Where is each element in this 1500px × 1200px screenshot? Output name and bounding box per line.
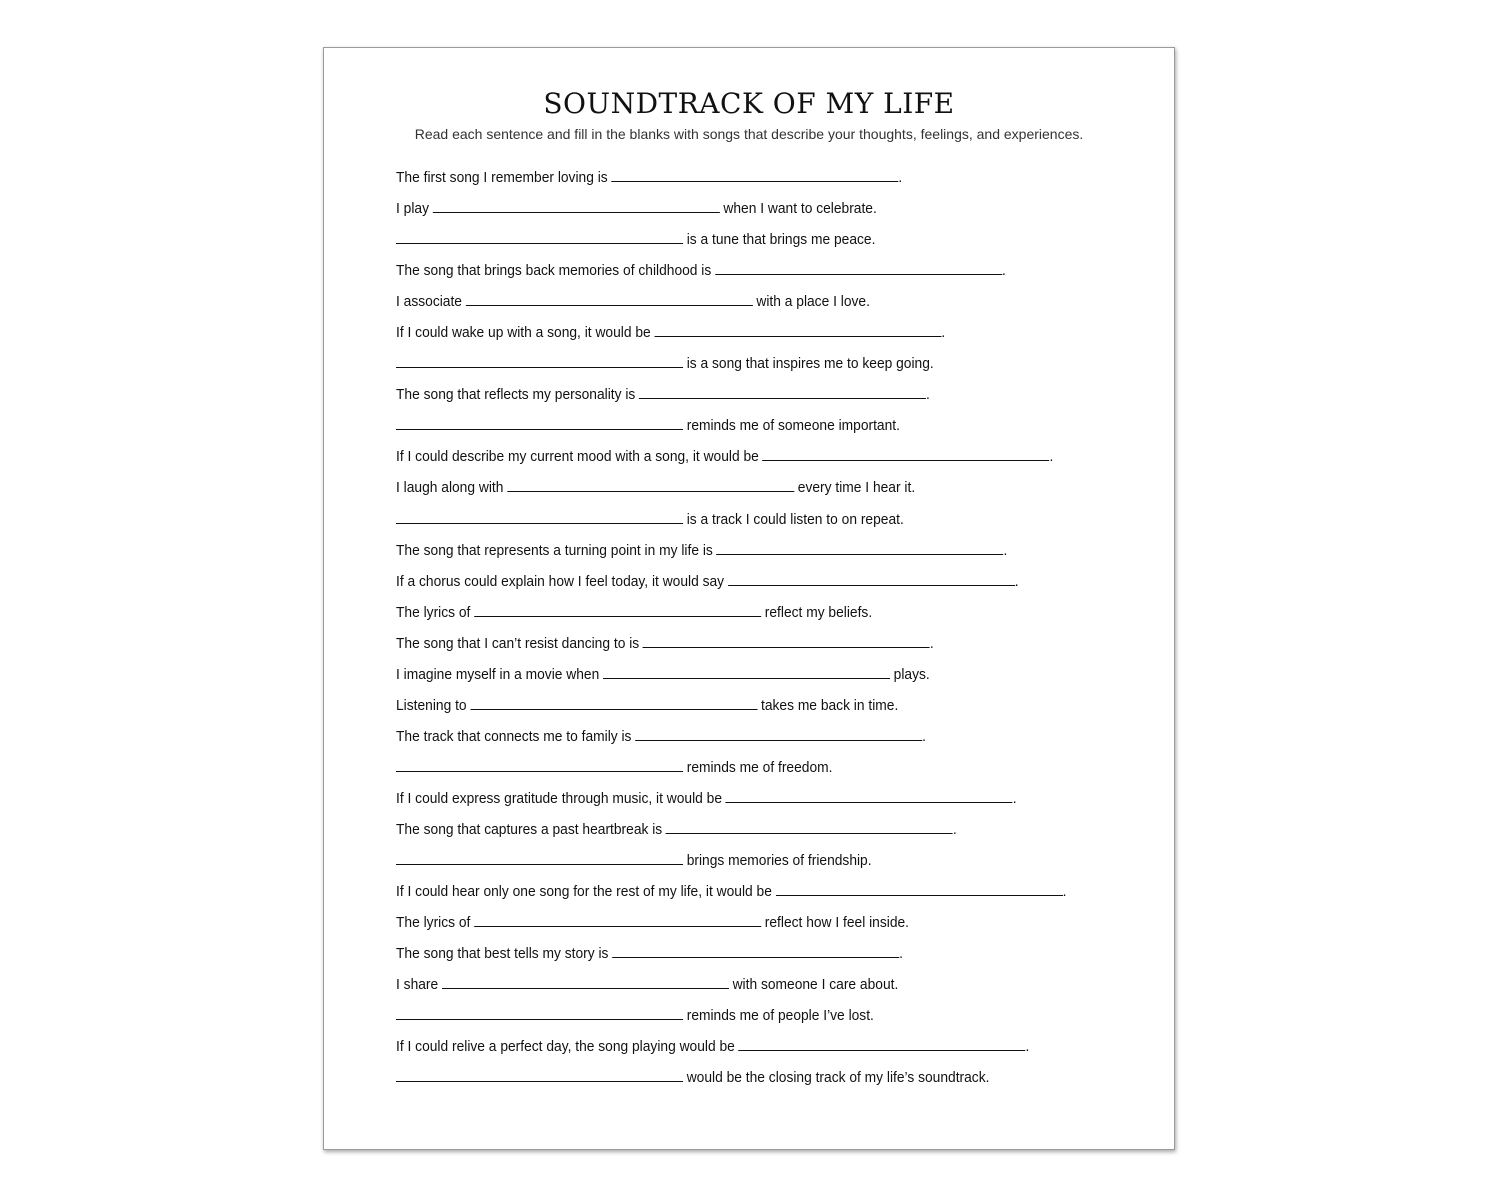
prompt-text-before: I imagine myself in a movie when <box>396 665 600 683</box>
prompt-text-before: The first song I remember loving is <box>396 169 608 186</box>
prompt-line <box>396 508 1066 539</box>
prompt-text-before: I associate <box>396 293 462 311</box>
prompt-line <box>396 321 1066 352</box>
worksheet-title: SOUNDTRACK OF MY LIFE <box>543 87 955 120</box>
answer-blank[interactable] <box>396 1066 683 1082</box>
prompt-line <box>396 1066 1066 1097</box>
prompt-text-after: when I want to celebrate. <box>723 200 877 218</box>
prompt-text-after: would be the closing track of my life’s soundtrack. <box>686 1069 990 1087</box>
worksheet-instructions: Read each sentence and fill in the blanks with songs that describe your thoughts, feelings, and experiences. <box>414 126 1084 142</box>
answer-blank[interactable] <box>715 259 1002 275</box>
prompt-text-after: . <box>1012 789 1017 807</box>
prompt-text-after: reflect my beliefs. <box>764 603 873 621</box>
prompt-text-after: every time I hear it. <box>797 479 916 497</box>
answer-blank[interactable] <box>442 973 729 989</box>
answer-blank[interactable] <box>507 476 794 492</box>
prompt-text-after: . <box>899 945 904 963</box>
prompt-text-before: If a chorus could explain how I feel today, it would say <box>396 572 725 590</box>
answer-blank[interactable] <box>726 787 1013 803</box>
answer-blank[interactable] <box>396 756 683 772</box>
prompt-line <box>396 942 1066 973</box>
prompt-list <box>396 166 1125 1097</box>
answer-blank[interactable] <box>603 663 890 679</box>
prompt-text-before: I laugh along with <box>396 479 504 497</box>
answer-blank[interactable] <box>474 601 761 617</box>
answer-blank[interactable] <box>716 539 1003 555</box>
answer-blank[interactable] <box>728 570 1015 586</box>
prompt-line <box>396 259 1066 290</box>
prompt-line <box>396 694 1066 725</box>
prompt-text-after: . <box>898 169 903 186</box>
prompt-line <box>396 787 1066 818</box>
answer-blank[interactable] <box>635 725 922 741</box>
prompt-text-after: reminds me of someone important. <box>686 417 900 435</box>
prompt-line <box>396 352 1066 383</box>
answer-blank[interactable] <box>396 228 683 244</box>
prompt-text-after: with a place I love. <box>756 293 870 311</box>
answer-blank[interactable] <box>396 1004 683 1020</box>
worksheet-page <box>323 47 1175 1150</box>
prompt-line <box>396 383 1066 414</box>
prompt-line <box>396 290 1066 321</box>
prompt-text-after: with someone I care about. <box>732 976 899 994</box>
prompt-line <box>396 725 1066 756</box>
prompt-text-after: . <box>929 634 934 652</box>
answer-blank[interactable] <box>433 197 720 213</box>
prompt-line <box>396 632 1066 663</box>
prompt-text-before: The song that best tells my story is <box>396 945 609 963</box>
answer-blank[interactable] <box>611 166 898 182</box>
prompt-line <box>396 414 1066 445</box>
prompt-line <box>396 849 1066 880</box>
prompt-line <box>396 1035 1066 1066</box>
prompt-line <box>396 756 1066 787</box>
prompt-text-before: The lyrics of <box>396 603 471 621</box>
prompt-text-before: The song that brings back memories of childhood is <box>396 262 712 280</box>
prompt-text-after: . <box>926 386 930 404</box>
prompt-text-before: The song that I can’t resist dancing to is <box>396 634 640 652</box>
prompt-text-after: reminds me of people I’ve lost. <box>686 1007 874 1025</box>
prompt-line <box>396 973 1066 1004</box>
answer-blank[interactable] <box>396 508 683 524</box>
answer-blank[interactable] <box>470 694 757 710</box>
prompt-text-after: . <box>1003 541 1008 559</box>
prompt-text-before: Listening to <box>396 696 467 714</box>
prompt-text-after: . <box>1025 1038 1030 1056</box>
prompt-text-after: . <box>1049 448 1054 466</box>
prompt-line <box>396 1004 1066 1035</box>
prompt-text-after: is a tune that brings me peace. <box>686 231 876 249</box>
answer-blank[interactable] <box>639 383 926 399</box>
prompt-text-before: The lyrics of <box>396 914 471 932</box>
answer-blank[interactable] <box>666 818 953 834</box>
prompt-text-after: brings memories of friendship. <box>686 852 872 870</box>
prompt-line <box>396 166 1066 197</box>
answer-blank[interactable] <box>466 290 753 306</box>
prompt-text-before: I share <box>396 976 439 994</box>
prompt-line <box>396 197 1066 228</box>
prompt-line <box>396 570 1066 601</box>
answer-blank[interactable] <box>738 1035 1025 1051</box>
prompt-line <box>396 663 1066 694</box>
prompt-text-after: takes me back in time. <box>760 696 899 714</box>
prompt-line <box>396 539 1066 570</box>
prompt-line <box>396 911 1066 942</box>
prompt-text-after: is a song that inspires me to keep going. <box>686 355 934 373</box>
answer-blank[interactable] <box>474 911 761 927</box>
answer-blank[interactable] <box>396 352 683 368</box>
answer-blank[interactable] <box>762 445 1049 461</box>
prompt-text-before: If I could express gratitude through music, it would be <box>396 789 723 807</box>
prompt-text-before: The track that connects me to family is <box>396 727 632 745</box>
prompt-text-after: reminds me of freedom. <box>686 758 833 776</box>
prompt-text-after: . <box>952 820 957 838</box>
prompt-text-after: . <box>1014 572 1019 590</box>
prompt-line <box>396 880 1066 911</box>
prompt-line <box>396 601 1066 632</box>
prompt-line <box>396 818 1066 849</box>
prompt-text-before: The song that represents a turning point in my life is <box>396 541 713 559</box>
prompt-text-after: plays. <box>893 665 930 683</box>
answer-blank[interactable] <box>654 321 941 337</box>
prompt-text-after: . <box>941 324 946 342</box>
prompt-text-before: If I could relive a perfect day, the song playing would be <box>396 1038 735 1056</box>
prompt-line <box>396 228 1066 259</box>
prompt-text-before: I play <box>396 200 429 218</box>
prompt-text-before: If I could describe my current mood with a song, it would be <box>396 448 759 466</box>
prompt-text-after: is a track I could listen to on repeat. <box>686 510 904 528</box>
prompt-text-before: The song that captures a past heartbreak is <box>396 820 663 838</box>
prompt-text-before: The song that reflects my personality is <box>396 386 636 404</box>
answer-blank[interactable] <box>396 414 683 430</box>
prompt-text-before: If I could wake up with a song, it would be <box>396 324 651 342</box>
prompt-line <box>396 445 1066 476</box>
answer-blank[interactable] <box>612 942 899 958</box>
prompt-line <box>396 476 1066 507</box>
answer-blank[interactable] <box>643 632 930 648</box>
prompt-text-before: If I could hear only one song for the rest of my life, it would be <box>396 883 772 901</box>
prompt-text-after: reflect how I feel inside. <box>764 914 910 932</box>
prompt-text-after: . <box>1062 883 1067 901</box>
answer-blank[interactable] <box>396 849 683 865</box>
prompt-text-after: . <box>922 727 927 745</box>
prompt-text-after: . <box>1001 262 1006 280</box>
answer-blank[interactable] <box>776 880 1063 896</box>
